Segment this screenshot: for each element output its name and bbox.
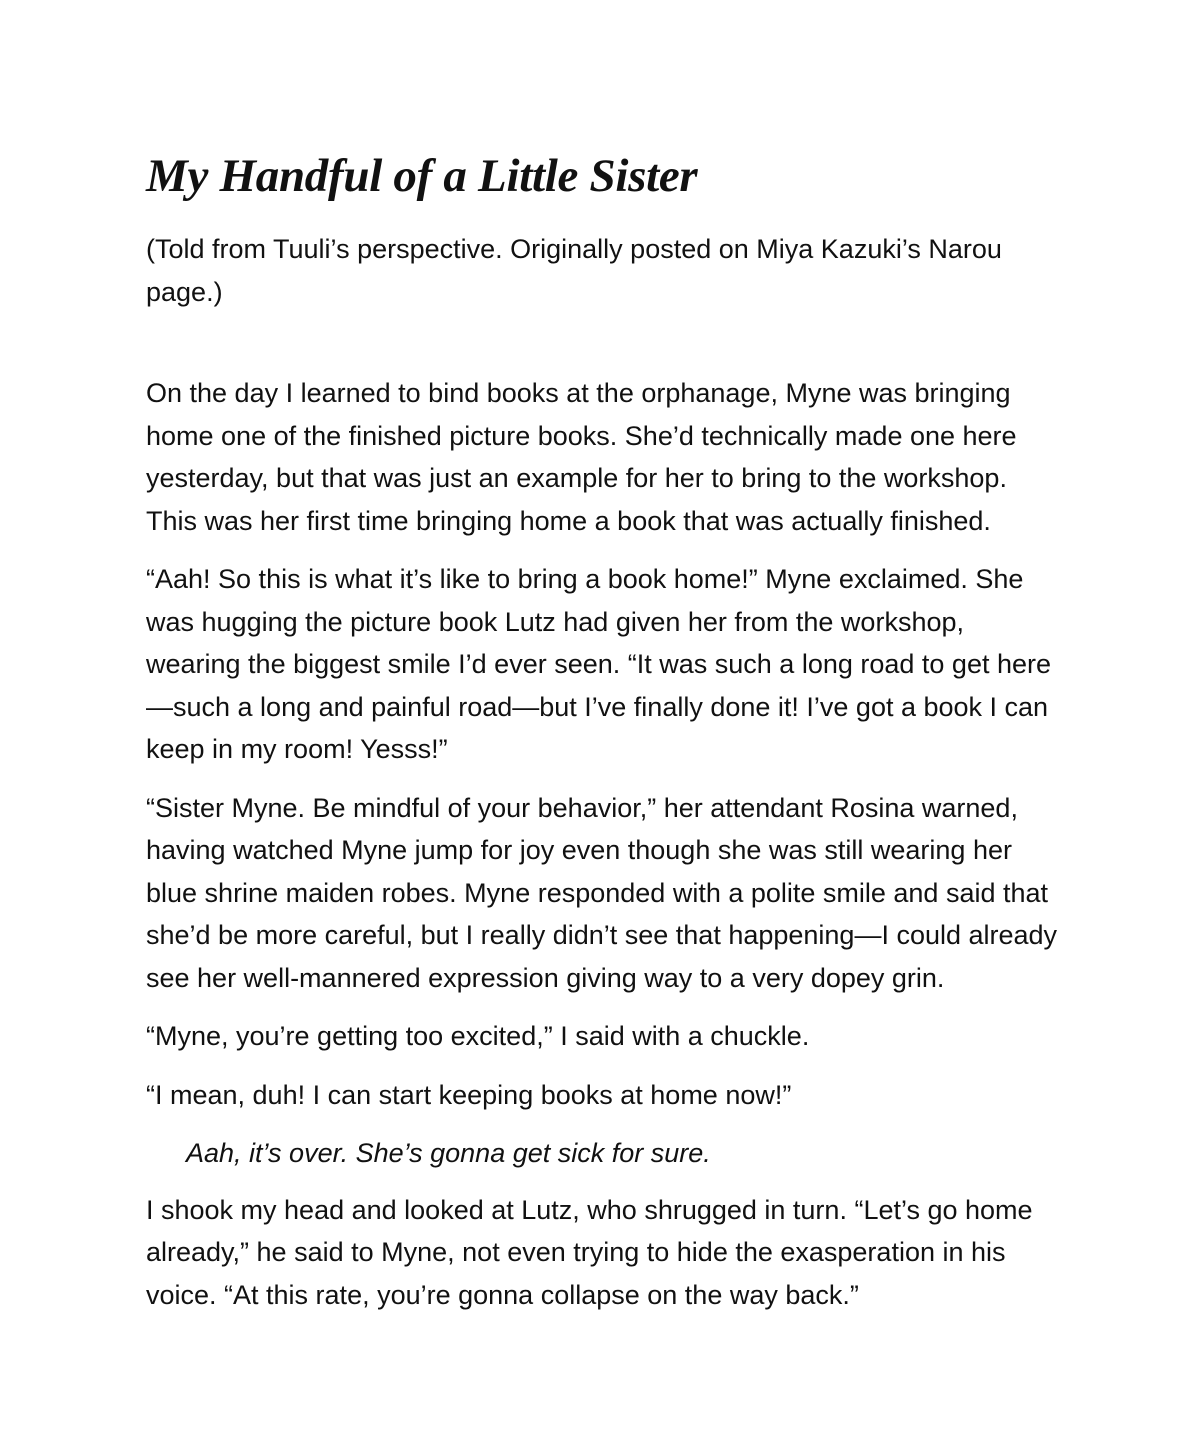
- paragraph: “Sister Myne. Be mindful of your behavior,” her attendant Rosina warned, having watched Myne jump for joy even though she was still wearing her blue shrine maiden robes. Myne responded with a polite smile and said that she’d be more careful, but I really didn’t see that happening—I could already see her well-mannered expression giving way to a very dopey grin.: [146, 792, 1058, 993]
- inner-thought: Aah, it’s over. She’s gonna get sick for sure.: [186, 1138, 711, 1168]
- paragraph: On the day I learned to bind books at the orphanage, Myne was bringing home one of the finished picture books. She’d technically made one here yesterday, but that was just an example for her to bring to the workshop. This was her first time bringing home a book that was actually finished.: [146, 378, 1017, 536]
- document-page: [146, 146, 1058, 1332]
- chapter-subtitle: (Told from Tuuli’s perspective. Originally posted on Miya Kazuki’s Narou page.): [146, 234, 1002, 307]
- paragraph: “Myne, you’re getting too excited,” I said with a chuckle.: [146, 1021, 810, 1051]
- paragraph: “I mean, duh! I can start keeping books at home now!”: [146, 1079, 792, 1110]
- chapter-title: My Handful of a Little Sister: [146, 150, 698, 202]
- paragraph: “Aah! So this is what it’s like to bring a book home!” Myne exclaimed. She was hugging the picture book Lutz had given her from the workshop, wearing the biggest smile I’d ever seen. “It was such a long road to get here—such a long and painful road—but I’ve finally done it! I’ve got a book I can keep in my room! Yesss!”: [146, 564, 1052, 764]
- paragraph: I shook my head and looked at Lutz, who shrugged in turn. “Let’s go home already,” he said to Myne, not even trying to hide the exasperation in his voice. “At this rate, you’re gonna collapse on the way back.”: [146, 1194, 1033, 1310]
- chapter-body: [146, 372, 1058, 1316]
